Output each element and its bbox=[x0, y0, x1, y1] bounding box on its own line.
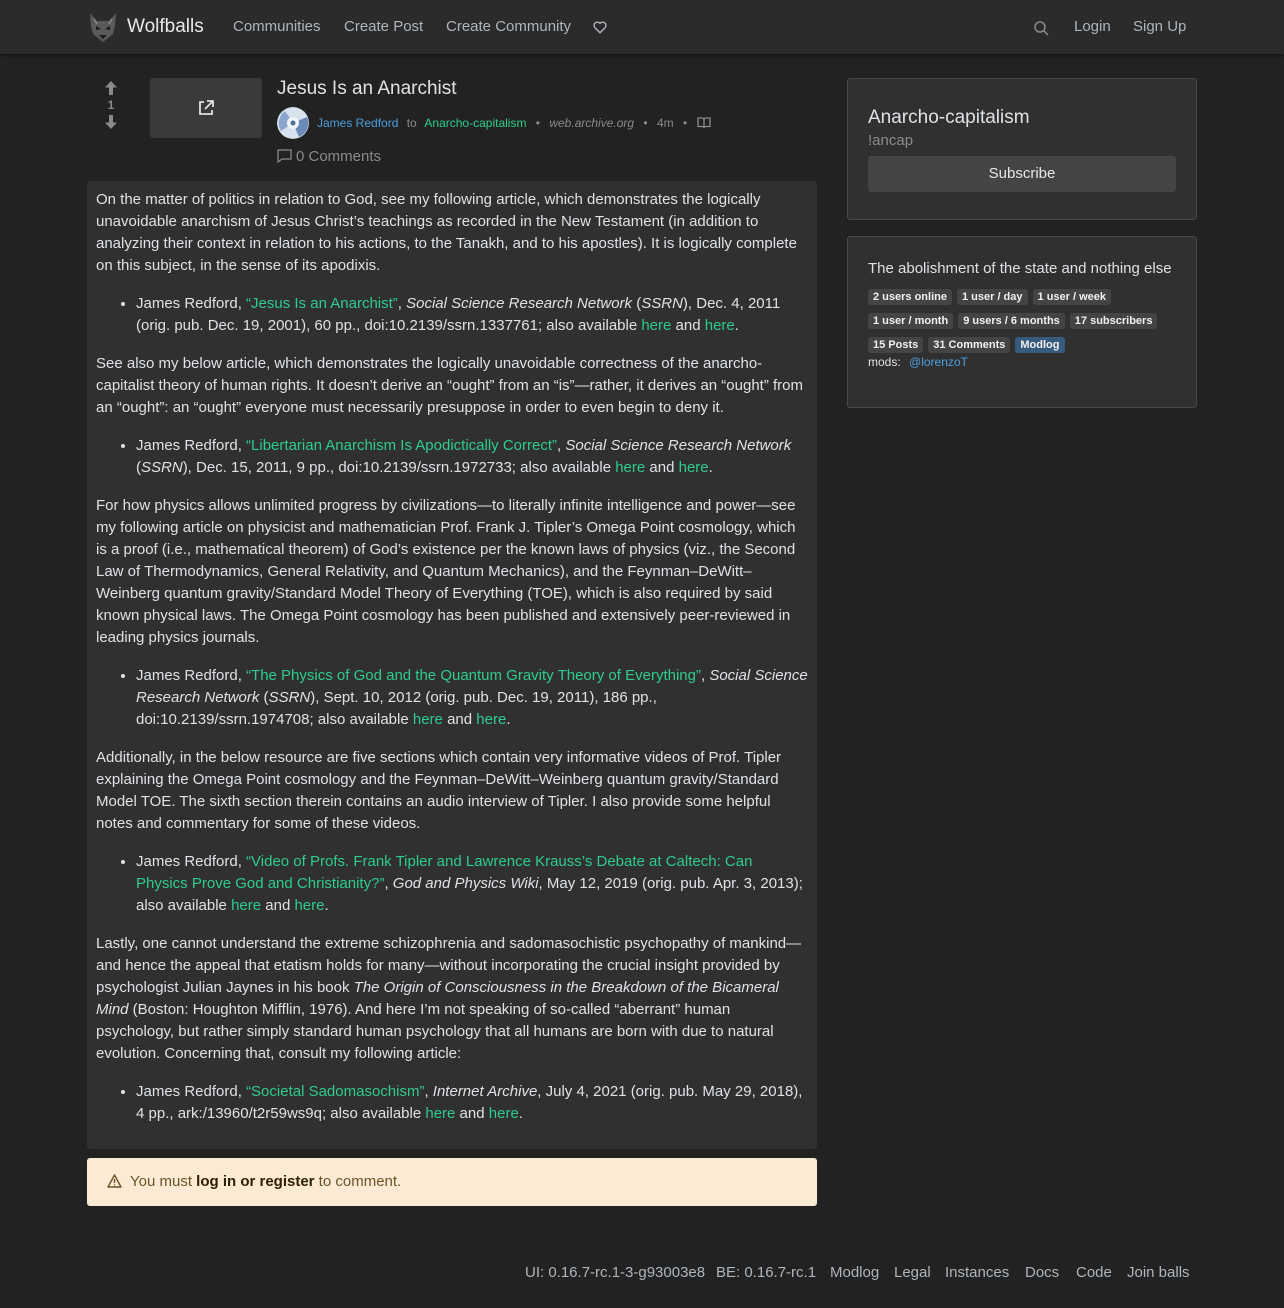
citation-list bbox=[96, 435, 808, 479]
citation-item: • James Redford, “Jesus Is an Anarchist”, Social Science Research Network (SSRN), Dec. 4, 2011 (orig. pub. Dec. 19, 2001), 60 pp., doi:10.2139/ssrn.1337761; also available here and here. bbox=[136, 293, 808, 337]
stat-badge: 17 subscribers bbox=[1070, 313, 1158, 329]
post-meta bbox=[317, 116, 711, 130]
stat-badge: 31 Comments bbox=[928, 337, 1010, 353]
citation-list bbox=[96, 293, 808, 337]
subscribe-button[interactable]: Subscribe bbox=[868, 156, 1176, 192]
here-link[interactable]: here bbox=[412, 711, 443, 728]
post-title[interactable]: Jesus Is an Anarchist bbox=[277, 78, 457, 99]
citation-item: • James Redford, “Societal Sadomasochism”, Internet Archive, July 4, 2021 (orig. pub. May 29, 2018), 4 pp., ark:/13960/t2r59ws9q; also available here and here. bbox=[136, 1081, 808, 1125]
author-link[interactable]: James Redford bbox=[317, 116, 399, 130]
stats-badges bbox=[868, 287, 1186, 359]
external-link-thumbnail[interactable] bbox=[150, 78, 262, 138]
citation-item: • James Redford, “Libertarian Anarchism Is Apodictically Correct”, Social Science Research Network (SSRN), Dec. 15, 2011, 9 pp., doi:10.2139/ssrn.1972733; also available here and here. bbox=[136, 435, 808, 479]
here-link[interactable]: here bbox=[231, 897, 262, 914]
article-link[interactable]: “Societal Sadomasochism” bbox=[246, 1083, 425, 1100]
citation-list bbox=[96, 851, 808, 917]
post-body bbox=[87, 181, 817, 1149]
article-link[interactable]: “The Physics of God and the Quantum Gravity Theory of Everything” bbox=[246, 667, 701, 684]
post-age: 4m bbox=[656, 116, 674, 130]
here-link[interactable]: here bbox=[641, 317, 672, 334]
comments-link[interactable] bbox=[277, 148, 381, 165]
stat-badge: 2 users online bbox=[868, 289, 952, 305]
moderators bbox=[868, 355, 968, 369]
paragraph: Lastly, one cannot understand the extreme schizophrenia and sadomasochistic psychopathy of mankind—and hence the appeal that etatism holds for many—without incorporating the crucial insight provided by psychologist Julian Jaynes in his book The Origin of Consciousness in the Breakdown of the Bicameral Mind (Boston: Houghton Mifflin, 1976). And here I’m not speaking of so-called “aberrant” human psychology, but rather simply standard human psychology that all humans are born with due to natural evolution. Concerning that, consult my following article: bbox=[96, 935, 802, 1062]
community-link[interactable]: Anarcho-capitalism bbox=[424, 116, 527, 130]
paragraph: For how physics allows unlimited progress by civilizations—to literally infinite intelligence and power—see my following article on physicist and mathematician Prof. Frank J. Tipler’s Omega Point cosmology, which is a proof (i.e., mathematical theorem) of God’s existence per the known laws of physics (viz., the Second Law of Thermodynamics, General Relativity, and Quantum Mechanics), and the Feynman–DeWitt–Weinberg quantum gravity/Standard Model Theory of Everything (TOE), which is also required by said known physical laws. The Omega Point cosmology has been published and extensively peer-reviewed in leading physics journals. bbox=[96, 497, 796, 646]
here-link[interactable]: here bbox=[488, 1105, 519, 1122]
footer-docs[interactable]: Docs bbox=[1025, 1264, 1060, 1281]
community-card bbox=[847, 78, 1197, 220]
separator: • bbox=[682, 116, 688, 130]
article-link[interactable]: “Video of Profs. Frank Tipler and Lawrence Krauss’s Debate at Caltech: Can Physics Prove God and Christianity?” bbox=[136, 853, 753, 892]
domain-link[interactable]: web.archive.org bbox=[549, 116, 635, 130]
login-notice: You must log in or register to comment. bbox=[87, 1158, 817, 1206]
brand-link[interactable]: Wolfballs bbox=[127, 16, 204, 37]
to-label: to bbox=[406, 116, 417, 130]
citation-item: • James Redford, “The Physics of God and the Quantum Gravity Theory of Everything”, Social Science Research Network (SSRN), Sept. 10, 2012 (orig. pub. Dec. 19, 2011), 186 pp., doi:10.2139/ssrn.1974708; also available here and here. bbox=[136, 665, 808, 731]
community-info-card bbox=[847, 236, 1197, 408]
external-link-icon bbox=[197, 99, 215, 117]
nav-communities[interactable]: Communities bbox=[233, 18, 321, 35]
nav-create-community[interactable]: Create Community bbox=[446, 18, 572, 35]
login-register-link[interactable]: log in or register bbox=[196, 1173, 315, 1190]
here-link[interactable]: here bbox=[615, 459, 646, 476]
stat-badge: 1 user / week bbox=[1033, 289, 1112, 305]
footer-legal[interactable]: Legal bbox=[894, 1264, 931, 1281]
stat-badge: 1 user / day bbox=[957, 289, 1028, 305]
here-link[interactable]: here bbox=[704, 317, 735, 334]
footer-be-version[interactable]: BE: 0.16.7-rc.1 bbox=[716, 1264, 817, 1281]
upvote-icon[interactable] bbox=[103, 80, 119, 96]
wolf-logo-icon[interactable] bbox=[86, 10, 120, 44]
separator: • bbox=[643, 116, 648, 130]
citation-list bbox=[96, 1081, 808, 1125]
here-link[interactable]: here bbox=[476, 711, 507, 728]
signup-link[interactable]: Sign Up bbox=[1133, 18, 1187, 35]
stat-badge: 1 user / month bbox=[868, 313, 953, 329]
paragraph: See also my below article, which demonstrates the logically unavoidable correctness of the anarcho-capitalist theory of human rights. It doesn’t derive an “ought” from an “is”—rather, it derives an “ought” from an “ought”: an “ought” everyone must necessarily presuppose in order to even begin to deny it. bbox=[96, 355, 803, 416]
here-link[interactable]: here bbox=[678, 459, 709, 476]
here-link[interactable]: here bbox=[294, 897, 325, 914]
warning-icon bbox=[107, 1174, 122, 1188]
navbar bbox=[0, 0, 1284, 54]
community-name: !ancap bbox=[868, 132, 914, 149]
vote-score: 1 bbox=[107, 98, 115, 112]
stat-badge: 15 Posts bbox=[868, 337, 923, 353]
stat-badge: 9 users / 6 months bbox=[958, 313, 1065, 329]
community-title[interactable]: Anarcho-capitalism bbox=[868, 107, 1030, 128]
article-link[interactable]: “Libertarian Anarchism Is Apodictically Correct” bbox=[246, 437, 557, 454]
modlog-badge[interactable]: Modlog bbox=[1015, 337, 1064, 353]
search-icon[interactable] bbox=[1033, 20, 1049, 36]
mod-link[interactable]: @lorenzoT bbox=[909, 355, 968, 369]
book-icon[interactable] bbox=[697, 117, 711, 129]
mods-label: mods: bbox=[868, 355, 901, 369]
nav-create-post[interactable]: Create Post bbox=[344, 18, 424, 35]
footer-ui-version[interactable]: UI: 0.16.7-rc.1-3-g93003e8 bbox=[525, 1264, 706, 1281]
comment-icon bbox=[277, 149, 292, 163]
separator: • bbox=[535, 116, 540, 130]
comments-count: 0 Comments bbox=[296, 148, 382, 165]
citation-list bbox=[96, 665, 808, 731]
footer-instances[interactable]: Instances bbox=[945, 1264, 1010, 1281]
footer-code[interactable]: Code bbox=[1076, 1264, 1112, 1281]
login-link[interactable]: Login bbox=[1074, 18, 1111, 35]
paragraph: Additionally, in the below resource are five sections which contain very informative videos of Prof. Tipler explaining the Omega Point cosmology and the Feynman–DeWitt–Weinberg quantum gravity/Standard Model TOE. The sixth section therein contains an audio interview of Tipler. I also provide some helpful notes and commentary for some of these videos. bbox=[96, 749, 782, 832]
paragraph: On the matter of politics in relation to God, see my following article, which demonstrates the logically unavoidable anarchism of Jesus Christ’s teachings as recorded in the New Testament (in addition to analyzing their context in relation to his actions, to the Tanakh, and to his apostles). It is logically complete on this subject, in the sense of its apodixis. bbox=[96, 191, 797, 274]
community-description: The abolishment of the state and nothing else bbox=[868, 260, 1172, 277]
citation-item: • James Redford, “Video of Profs. Frank Tipler and Lawrence Krauss’s Debate at Caltech: Can Physics Prove God and Christianity?”, God and Physics Wiki, May 12, 2019 (orig. pub. Apr. 3, 2013); also available here and here. bbox=[136, 851, 808, 917]
downvote-icon[interactable] bbox=[103, 114, 119, 130]
avatar[interactable] bbox=[277, 107, 309, 139]
footer-join[interactable]: Join balls bbox=[1127, 1264, 1190, 1281]
here-link[interactable]: here bbox=[425, 1105, 456, 1122]
heart-icon[interactable] bbox=[593, 21, 607, 34]
article-link[interactable]: “Jesus Is an Anarchist” bbox=[246, 295, 398, 312]
footer-modlog[interactable]: Modlog bbox=[830, 1264, 880, 1281]
